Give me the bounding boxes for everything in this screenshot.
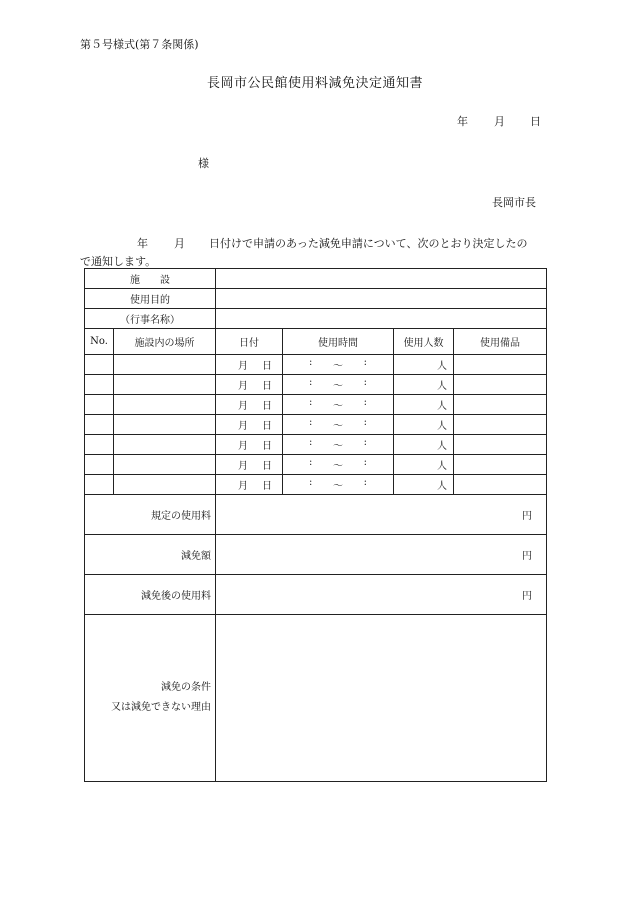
body-text-line2: で通知します。 — [80, 255, 157, 268]
reduction-amount-label: 減免額 — [85, 535, 216, 575]
month-label: 月 — [238, 381, 248, 392]
row-persons-cell[interactable] — [394, 375, 454, 395]
row-place-cell[interactable] — [114, 435, 216, 455]
month-label: 月 — [238, 401, 248, 412]
col-place-header: 施設内の場所 — [114, 329, 216, 355]
row-date-cell[interactable] — [216, 475, 283, 495]
row-date-cell[interactable] — [216, 395, 283, 415]
yen-unit: 円 — [522, 511, 532, 522]
date-year-label: 年 — [457, 115, 468, 128]
row-place-cell[interactable] — [114, 395, 216, 415]
row-place-cell[interactable] — [114, 455, 216, 475]
date-month-label: 月 — [494, 115, 505, 128]
row-date-cell[interactable] — [216, 375, 283, 395]
conditions-label — [85, 615, 216, 782]
row-no-cell[interactable] — [85, 415, 114, 435]
row-no-cell[interactable] — [85, 455, 114, 475]
person-unit: 人 — [437, 361, 447, 372]
time-tilde: 〜 — [333, 401, 343, 412]
row-no-cell[interactable] — [85, 475, 114, 495]
time-tilde: 〜 — [333, 441, 343, 452]
row-date-cell[interactable] — [216, 435, 283, 455]
row-no-cell[interactable] — [85, 375, 114, 395]
day-label: 日 — [262, 401, 272, 412]
addressee-suffix: 様 — [198, 157, 209, 170]
body-text: 日付けで申請のあった減免申請について、次のとおり決定したの — [209, 237, 528, 250]
day-label: 日 — [262, 361, 272, 372]
person-unit: 人 — [437, 481, 447, 492]
issuer-name: 長岡市長 — [492, 196, 536, 209]
time-colon: : — [363, 357, 367, 368]
table-row — [85, 455, 547, 475]
table-row — [85, 475, 547, 495]
time-colon: : — [363, 437, 367, 448]
col-persons-header: 使用人数 — [394, 329, 454, 355]
time-colon: : — [363, 417, 367, 428]
day-label: 日 — [262, 441, 272, 452]
row-place-cell[interactable] — [114, 475, 216, 495]
col-time-header: 使用時間 — [283, 329, 394, 355]
row-date-cell[interactable] — [216, 415, 283, 435]
time-tilde: 〜 — [333, 461, 343, 472]
col-date-header: 日付 — [216, 329, 283, 355]
row-no-cell[interactable] — [85, 395, 114, 415]
row-equipment-cell[interactable] — [454, 475, 547, 495]
person-unit: 人 — [437, 381, 447, 392]
standard-fee-label: 規定の使用料 — [85, 495, 216, 535]
time-colon: : — [363, 377, 367, 388]
table-row — [85, 395, 547, 415]
month-label: 月 — [238, 441, 248, 452]
row-time-cell[interactable] — [283, 415, 394, 435]
usage-table — [84, 268, 547, 782]
body-month: 月 — [174, 237, 185, 250]
row-no-cell[interactable] — [85, 435, 114, 455]
row-time-cell[interactable] — [283, 475, 394, 495]
month-label: 月 — [238, 481, 248, 492]
person-unit: 人 — [437, 461, 447, 472]
date-day-label: 日 — [530, 115, 541, 128]
time-colon: : — [309, 397, 313, 408]
form-number: 第５号様式(第７条関係) — [80, 38, 199, 51]
standard-fee-field[interactable] — [216, 495, 547, 535]
yen-unit: 円 — [522, 551, 532, 562]
row-equipment-cell[interactable] — [454, 415, 547, 435]
body-year: 年 — [137, 237, 148, 250]
time-colon: : — [363, 397, 367, 408]
row-time-cell[interactable] — [283, 435, 394, 455]
row-time-cell[interactable] — [283, 395, 394, 415]
table-row — [85, 355, 547, 375]
row-equipment-cell[interactable] — [454, 355, 547, 375]
row-persons-cell[interactable] — [394, 415, 454, 435]
time-colon: : — [309, 457, 313, 468]
row-time-cell[interactable] — [283, 375, 394, 395]
facility-label: 施 設 — [85, 269, 216, 289]
time-tilde: 〜 — [333, 421, 343, 432]
row-equipment-cell[interactable] — [454, 395, 547, 415]
time-colon: : — [309, 437, 313, 448]
facility-field[interactable] — [216, 269, 547, 289]
day-label: 日 — [262, 421, 272, 432]
row-persons-cell[interactable] — [394, 475, 454, 495]
time-colon: : — [309, 477, 313, 488]
row-date-cell[interactable] — [216, 455, 283, 475]
month-label: 月 — [238, 361, 248, 372]
conditions-label-line1: 減免の条件 — [161, 682, 211, 693]
col-no-header: No. — [85, 329, 114, 355]
person-unit: 人 — [437, 421, 447, 432]
person-unit: 人 — [437, 441, 447, 452]
reduction-amount-field[interactable] — [216, 535, 547, 575]
event-name-label: （行事名称） — [85, 309, 216, 329]
time-colon: : — [309, 377, 313, 388]
time-colon: : — [309, 417, 313, 428]
table-row — [85, 375, 547, 395]
row-persons-cell[interactable] — [394, 395, 454, 415]
document-title: 長岡市公民館使用料減免決定通知書 — [206, 76, 423, 91]
day-label: 日 — [262, 381, 272, 392]
row-date-cell[interactable] — [216, 355, 283, 375]
month-label: 月 — [238, 421, 248, 432]
month-label: 月 — [238, 461, 248, 472]
fee-after-reduction-field[interactable] — [216, 575, 547, 615]
row-time-cell[interactable] — [283, 455, 394, 475]
event-name-field[interactable] — [216, 309, 547, 329]
row-place-cell[interactable] — [114, 415, 216, 435]
purpose-label: 使用目的 — [85, 289, 216, 309]
day-label: 日 — [262, 461, 272, 472]
row-equipment-cell[interactable] — [454, 435, 547, 455]
row-equipment-cell[interactable] — [454, 455, 547, 475]
conditions-field[interactable] — [216, 615, 547, 782]
row-persons-cell[interactable] — [394, 435, 454, 455]
time-tilde: 〜 — [333, 381, 343, 392]
col-equipment-header: 使用備品 — [454, 329, 547, 355]
yen-unit: 円 — [522, 591, 532, 602]
time-tilde: 〜 — [333, 361, 343, 372]
row-place-cell[interactable] — [114, 355, 216, 375]
conditions-label-line2: 又は減免できない理由 — [111, 702, 211, 713]
table-row — [85, 435, 547, 455]
row-no-cell[interactable] — [85, 355, 114, 375]
row-place-cell[interactable] — [114, 375, 216, 395]
row-persons-cell[interactable] — [394, 355, 454, 375]
time-colon: : — [309, 357, 313, 368]
person-unit: 人 — [437, 401, 447, 412]
row-equipment-cell[interactable] — [454, 375, 547, 395]
time-tilde: 〜 — [333, 481, 343, 492]
time-colon: : — [363, 457, 367, 468]
day-label: 日 — [262, 481, 272, 492]
table-row — [85, 415, 547, 435]
fee-after-reduction-label: 減免後の使用料 — [85, 575, 216, 615]
time-colon: : — [363, 477, 367, 488]
purpose-field[interactable] — [216, 289, 547, 309]
row-time-cell[interactable] — [283, 355, 394, 375]
row-persons-cell[interactable] — [394, 455, 454, 475]
